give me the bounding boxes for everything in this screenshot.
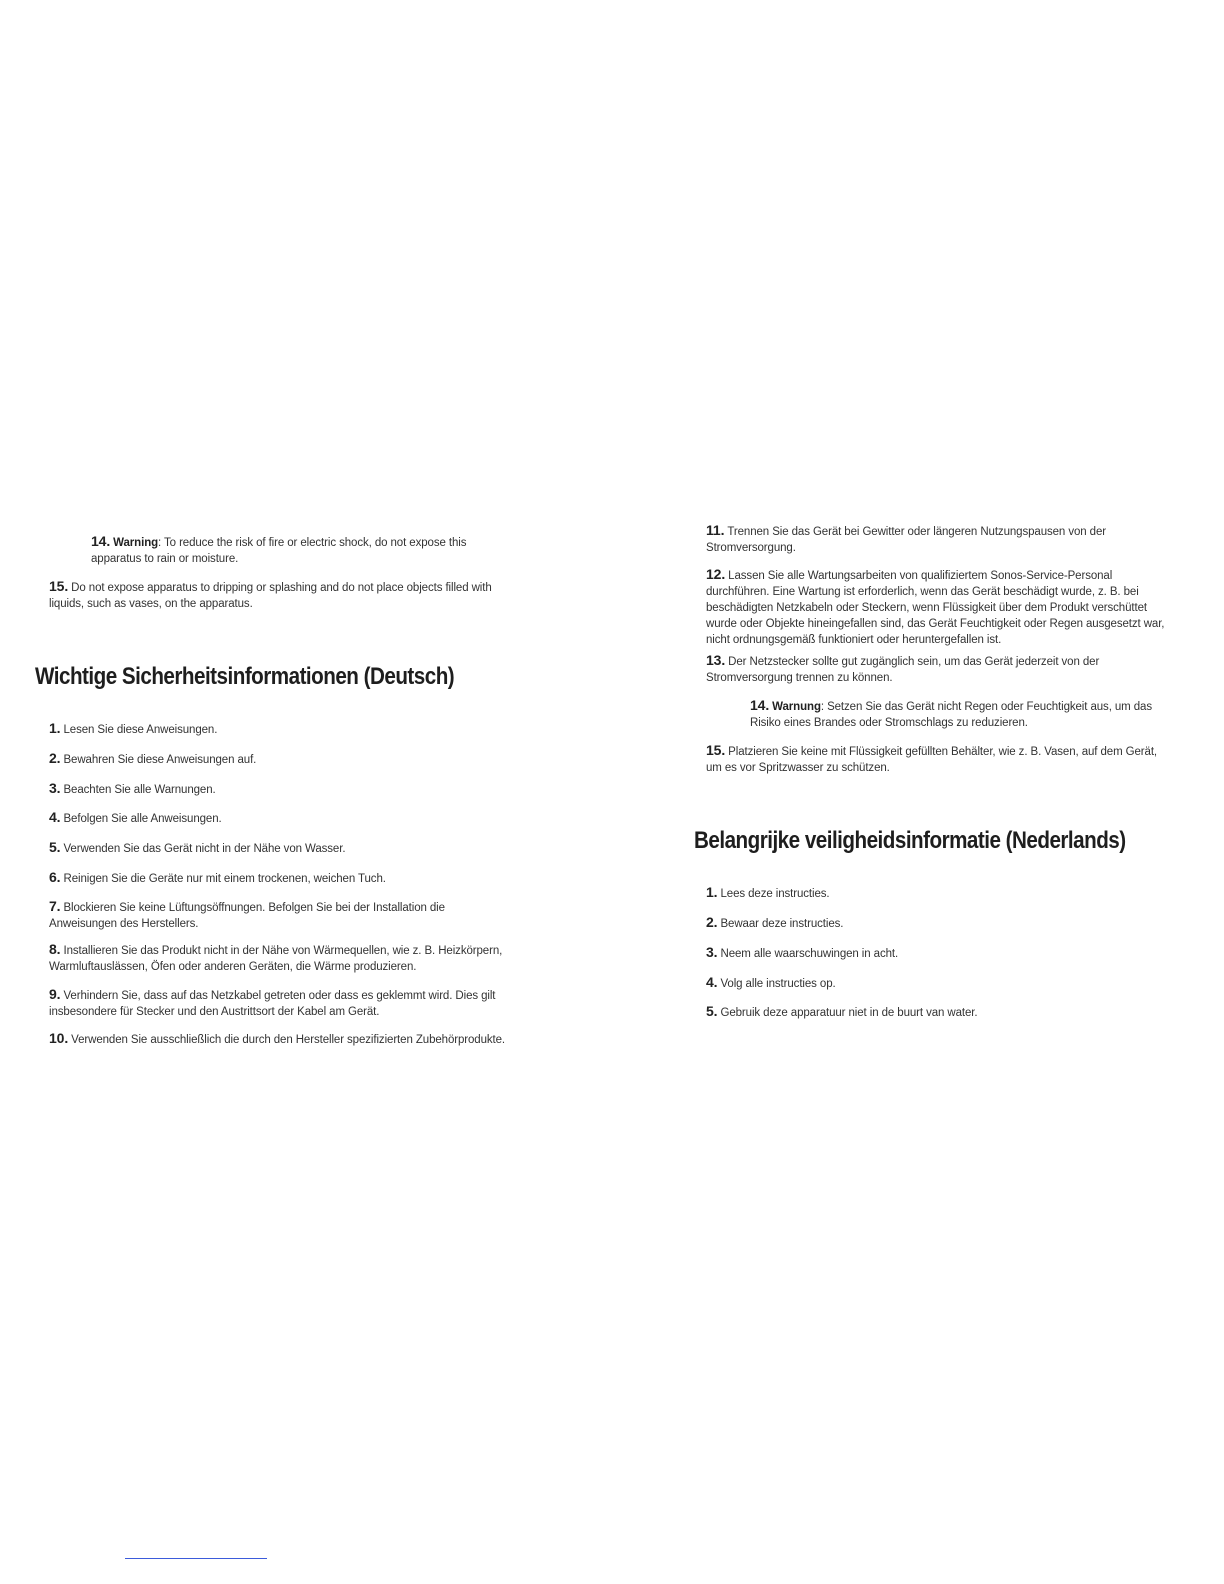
item-text: : To reduce the risk of fire or electric shock, do not expose this apparatus to rain or moisture. bbox=[91, 537, 467, 565]
item-number: 1. bbox=[49, 720, 61, 736]
item-number: 13. bbox=[706, 652, 726, 668]
item-number: 14. bbox=[91, 533, 111, 549]
warning-label: Warnung bbox=[772, 701, 821, 713]
item-number: 10. bbox=[49, 1030, 69, 1046]
item-number: 4. bbox=[49, 809, 61, 825]
item-text: Trennen Sie das Gerät bei Gewitter oder längeren Nutzungspausen von der Stromversorgung. bbox=[706, 526, 1106, 554]
item-text: Do not expose apparatus to dripping or splashing and do not place objects filled with liquids, such as vases, on the apparatus. bbox=[49, 582, 492, 610]
list-item-de-10 bbox=[49, 1030, 529, 1048]
item-number: 5. bbox=[706, 1003, 718, 1019]
item-number: 12. bbox=[706, 566, 726, 582]
item-number: 2. bbox=[706, 914, 718, 930]
list-item-de-1 bbox=[49, 720, 509, 738]
item-number: 7. bbox=[49, 898, 61, 914]
item-number: 15. bbox=[49, 578, 69, 594]
item-text: Installieren Sie das Produkt nicht in der Nähe von Wärmequellen, wie z. B. Heizkörpern, Warmluftauslässen, Öfen oder anderen Geräten, die Wärme produzieren. bbox=[49, 945, 503, 973]
list-item-de-6 bbox=[49, 869, 509, 887]
footer-rule bbox=[125, 1558, 267, 1559]
item-text: Platzieren Sie keine mit Flüssigkeit gefüllten Behälter, wie z. B. Vasen, auf dem Gerät, um es vor Spritzwasser zu schützen. bbox=[706, 746, 1158, 774]
item-text: Gebruik deze apparatuur niet in de buurt van water. bbox=[720, 1007, 978, 1019]
list-item-de-15 bbox=[706, 742, 1166, 776]
list-item-de-2 bbox=[49, 750, 509, 768]
item-text: Der Netzstecker sollte gut zugänglich sein, um das Gerät jederzeit von der Stromversorgung trennen zu können. bbox=[706, 656, 1100, 684]
list-item-de-7 bbox=[49, 898, 469, 932]
item-text: Beachten Sie alle Warnungen. bbox=[63, 784, 216, 796]
list-item-en-15 bbox=[49, 578, 509, 612]
list-item-nl-2 bbox=[706, 914, 1166, 932]
list-item-nl-3 bbox=[706, 944, 1166, 962]
item-number: 11. bbox=[706, 522, 725, 538]
list-item-de-5 bbox=[49, 839, 509, 857]
item-number: 3. bbox=[49, 780, 61, 796]
list-item-de-11 bbox=[706, 522, 1126, 556]
item-number: 2. bbox=[49, 750, 61, 766]
item-text: Bewaar deze instructies. bbox=[720, 918, 844, 930]
list-item-en-14 bbox=[91, 533, 491, 567]
item-number: 8. bbox=[49, 941, 61, 957]
item-text: : Setzen Sie das Gerät nicht Regen oder Feuchtigkeit aus, um das Risiko eines Brandes oder Stromschlags zu reduzieren. bbox=[750, 701, 1152, 729]
item-number: 15. bbox=[706, 742, 726, 758]
item-text: Verhindern Sie, dass auf das Netzkabel getreten oder dass es geklemmt wird. Dies gilt insbesondere für Stecker und den Austrittsort der Kabel am Gerät. bbox=[49, 990, 496, 1018]
list-item-de-4 bbox=[49, 809, 509, 827]
item-number: 5. bbox=[49, 839, 61, 855]
item-number: 9. bbox=[49, 986, 61, 1002]
item-number: 3. bbox=[706, 944, 718, 960]
item-text: Lees deze instructies. bbox=[720, 888, 830, 900]
item-text: Neem alle waarschuwingen in acht. bbox=[720, 948, 899, 960]
item-text: Blockieren Sie keine Lüftungsöffnungen. Befolgen Sie bei der Installation die Anweisungen des Herstellers. bbox=[49, 902, 445, 930]
item-number: 14. bbox=[750, 697, 770, 713]
section-heading-nederlands: Belangrijke veiligheidsinformatie (Nederlands) bbox=[694, 827, 1126, 854]
item-text: Verwenden Sie ausschließlich die durch den Hersteller spezifizierten Zubehörprodukte. bbox=[71, 1034, 506, 1046]
item-number: 6. bbox=[49, 869, 61, 885]
list-item-nl-1 bbox=[706, 884, 1166, 902]
list-item-de-9 bbox=[49, 986, 509, 1020]
item-text: Bewahren Sie diese Anweisungen auf. bbox=[63, 754, 257, 766]
list-item-nl-4 bbox=[706, 974, 1166, 992]
list-item-de-14 bbox=[750, 697, 1160, 731]
list-item-de-8 bbox=[49, 941, 519, 975]
list-item-de-13 bbox=[706, 652, 1126, 686]
list-item-nl-5 bbox=[706, 1003, 1166, 1021]
item-text: Lesen Sie diese Anweisungen. bbox=[63, 724, 218, 736]
item-text: Lassen Sie alle Wartungsarbeiten von qualifiziertem Sonos-Service-Personal durchführen. Eine Wartung ist erforderlich, wenn das Gerät beschädigt wurde, z. B. bei beschädigten Netzkabeln oder Steckern, wenn Flüssigkeit über dem Produkt verschüttet wurde oder Objekte hineingefallen sind, das Gerät Feuchtigkeit oder Regen ausgesetzt war, nicht ordnungsgemäß funktioniert oder heruntergefallen ist. bbox=[706, 570, 1165, 646]
list-item-de-3 bbox=[49, 780, 509, 798]
item-number: 4. bbox=[706, 974, 718, 990]
item-text: Verwenden Sie das Gerät nicht in der Nähe von Wasser. bbox=[63, 843, 346, 855]
warning-label: Warning bbox=[113, 537, 159, 549]
section-heading-deutsch: Wichtige Sicherheitsinformationen (Deutsch) bbox=[35, 663, 455, 690]
list-item-de-12 bbox=[706, 566, 1166, 648]
item-text: Volg alle instructies op. bbox=[720, 978, 836, 990]
item-text: Reinigen Sie die Geräte nur mit einem trockenen, weichen Tuch. bbox=[63, 873, 386, 885]
item-text: Befolgen Sie alle Anweisungen. bbox=[63, 813, 222, 825]
item-number: 1. bbox=[706, 884, 718, 900]
